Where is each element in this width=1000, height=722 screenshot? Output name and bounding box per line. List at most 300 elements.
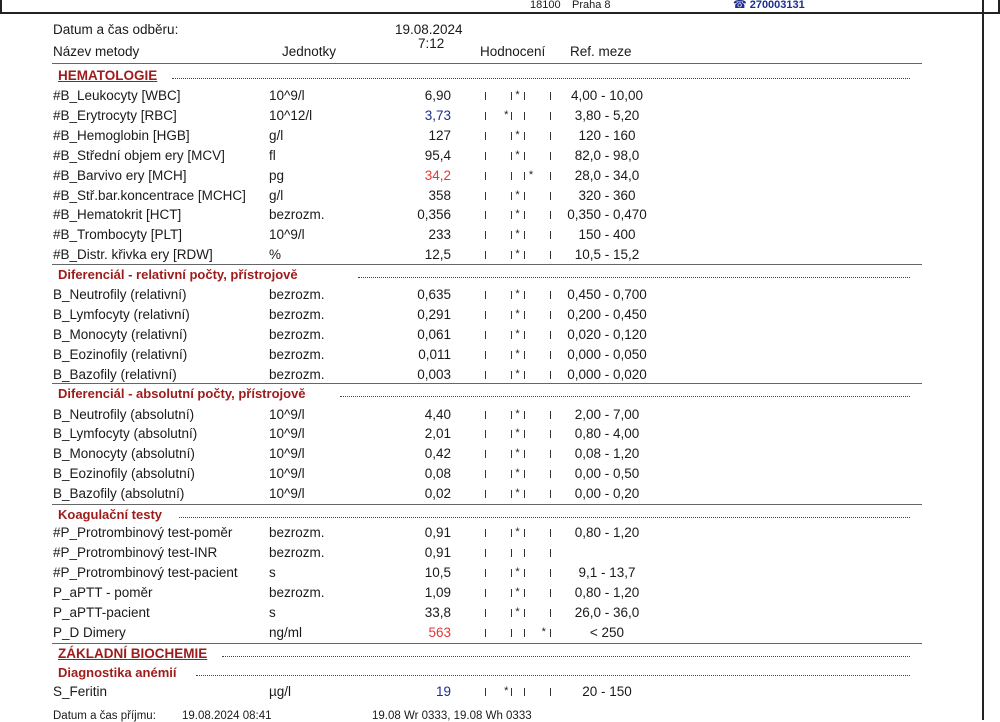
reference-range: 0,80 - 4,00 [574,426,640,441]
scale-tick [550,411,551,419]
scale-tick [485,231,486,239]
evaluation-scale [480,424,555,444]
scale-tick [511,490,512,498]
reference-range: 3,80 - 5,20 [574,108,640,123]
scale-tick [524,569,525,577]
test-name: #B_Barvivo ery [MCH] [53,168,187,183]
scale-tick [485,629,486,637]
test-name: #P_Protrombinový test-INR [53,545,218,560]
scale-tick [524,629,525,637]
scale-tick [485,251,486,259]
scale-tick [511,371,512,379]
scale-tick [485,172,486,180]
test-name: #B_Hemoglobin [HGB] [53,128,190,143]
section-dotted-leader [196,675,910,676]
header-phone-number: 270003131 [749,0,805,11]
test-name: B_Neutrofily (absolutní) [53,407,195,422]
test-unit: bezrozm. [269,207,325,222]
col-header-units: Jednotky [282,44,337,59]
scale-tick [550,569,551,577]
test-unit: bezrozm. [269,287,325,302]
evaluation-marker: * [541,626,546,638]
collection-time: 7:12 [418,36,445,51]
test-value: 0,635 [417,287,451,302]
table-row [0,365,1000,385]
test-value: 10,5 [424,565,451,580]
test-name: B_Monocyty (relativní) [53,327,188,342]
section-dotted-leader [179,517,910,518]
reference-range: 0,350 - 0,470 [567,207,647,222]
test-unit: bezrozm. [269,367,325,382]
reference-range: 0,00 - 0,50 [574,466,640,481]
evaluation-marker: * [515,487,520,499]
header-frame [0,0,1000,14]
scale-tick [524,172,525,180]
table-row [0,245,1000,265]
scale-tick [550,231,551,239]
test-value: 12,5 [424,247,451,262]
scale-tick [550,490,551,498]
scale-tick [524,112,525,120]
scale-tick [524,152,525,160]
scale-tick [511,152,512,160]
test-name: B_Bazofily (relativní) [53,367,177,382]
test-name: #B_Stř.bar.koncentrace [MCHC] [53,188,246,203]
scale-tick [550,470,551,478]
evaluation-scale [480,245,555,265]
test-unit: pg [269,168,285,183]
test-unit: bezrozm. [269,525,325,540]
test-value: 563 [428,625,451,640]
scale-tick [485,411,486,419]
section-title-dif-rel: Diferenciál - relativní počty, přístrojově [58,267,298,282]
evaluation-marker: * [515,408,520,420]
scale-tick [550,351,551,359]
table-row [0,603,1000,623]
scale-tick [524,609,525,617]
reference-range: 4,00 - 10,00 [570,88,644,103]
test-unit: g/l [269,188,284,203]
reference-range: 0,020 - 0,120 [567,327,647,342]
evaluation-scale [480,166,555,186]
scale-tick [550,291,551,299]
scale-tick [511,112,512,120]
reference-range: 10,5 - 15,2 [574,247,640,262]
scale-tick [485,331,486,339]
scale-tick [524,291,525,299]
scale-tick [511,569,512,577]
evaluation-marker: * [515,308,520,320]
section-dotted-leader [358,277,910,278]
scale-tick [524,430,525,438]
test-name: P_aPTT-pacient [53,605,150,620]
scale-tick [524,311,525,319]
reference-range: 0,80 - 1,20 [574,585,640,600]
test-unit: bezrozm. [269,585,325,600]
test-value: 3,73 [424,108,451,123]
test-value: 0,91 [424,525,451,540]
test-unit: bezrozm. [269,545,325,560]
test-name: #B_Trombocyty [PLT] [53,227,183,242]
scale-tick [485,92,486,100]
test-name: B_Eozinofily (absolutní) [53,466,195,481]
table-row [0,305,1000,325]
table-row [0,682,1000,702]
scale-tick [511,211,512,219]
scale-tick [485,450,486,458]
footer-received-value: 19.08.2024 08:41 [182,710,272,722]
col-header-ref: Ref. meze [570,44,632,59]
section-title-anemie: Diagnostika anémií [58,665,177,680]
evaluation-marker: * [515,328,520,340]
scale-tick [485,211,486,219]
reference-range: 0,450 - 0,700 [567,287,647,302]
evaluation-marker: * [515,149,520,161]
evaluation-scale [480,484,555,504]
test-value: 358 [428,188,451,203]
section-dotted-leader [222,656,910,657]
scale-tick [550,132,551,140]
scale-tick [511,291,512,299]
scale-tick [485,490,486,498]
header-phone [733,0,805,11]
scale-tick [524,411,525,419]
evaluation-scale [480,523,555,543]
evaluation-scale [480,603,555,623]
test-name: #B_Střední objem ery [MCV] [53,148,225,163]
scale-tick [550,589,551,597]
scale-tick [550,549,551,557]
table-row [0,86,1000,106]
test-unit: 10^9/l [269,407,305,422]
scale-tick [550,629,551,637]
test-name: #B_Distr. křivka ery [RDW] [53,247,213,262]
scale-tick [485,192,486,200]
evaluation-marker: * [504,109,509,121]
test-name: B_Eozinofily (relativní) [53,347,188,362]
test-unit: s [269,565,276,580]
reference-range: 20 - 150 [582,684,632,699]
test-value: 4,40 [424,407,451,422]
evaluation-marker: * [515,566,520,578]
evaluation-scale [480,543,555,563]
evaluation-scale [480,225,555,245]
scale-tick [524,132,525,140]
scale-tick [550,371,551,379]
evaluation-scale [480,365,555,385]
test-unit: % [269,247,282,262]
scale-tick [550,92,551,100]
test-name: #B_Hematokrit [HCT] [53,207,182,222]
scale-tick [511,351,512,359]
table-row [0,126,1000,146]
test-name: B_Monocyty (absolutní) [53,446,195,461]
reference-range: 26,0 - 36,0 [574,605,640,620]
test-value: 0,02 [424,486,451,501]
test-unit: s [269,605,276,620]
scale-tick [511,450,512,458]
table-row [0,444,1000,464]
reference-range: 0,00 - 0,20 [574,486,640,501]
evaluation-scale [480,563,555,583]
reference-range: 0,200 - 0,450 [567,307,647,322]
test-unit: g/l [269,128,284,143]
evaluation-marker: * [515,228,520,240]
table-row [0,186,1000,206]
evaluation-scale [480,464,555,484]
section-dotted-leader [172,78,910,79]
evaluation-marker: * [504,685,509,697]
evaluation-marker: * [515,288,520,300]
reference-range: 2,00 - 7,00 [574,407,640,422]
scale-tick [550,172,551,180]
evaluation-marker: * [515,526,520,538]
table-row [0,205,1000,225]
evaluation-scale [480,583,555,603]
test-value: 19 [435,684,451,699]
footer-received-label: Datum a čas příjmu: [53,710,156,722]
test-value: 6,90 [424,88,451,103]
scale-tick [485,529,486,537]
evaluation-scale [480,146,555,166]
evaluation-marker: * [515,606,520,618]
test-name: B_Lymfocyty (relativní) [53,307,190,322]
evaluation-marker: * [515,189,520,201]
reference-range: 120 - 160 [578,128,636,143]
scale-tick [511,192,512,200]
evaluation-scale [480,106,555,126]
test-unit: 10^9/l [269,227,305,242]
col-header-evaluation: Hodnocení [480,44,546,59]
scale-tick [524,371,525,379]
table-row [0,424,1000,444]
table-row [0,583,1000,603]
evaluation-marker: * [515,348,520,360]
scale-tick [524,688,525,696]
table-row [0,563,1000,583]
test-value: 2,01 [424,426,451,441]
test-value: 95,4 [424,148,451,163]
test-unit: 10^9/l [269,486,305,501]
scale-tick [550,192,551,200]
evaluation-marker: * [515,447,520,459]
scale-tick [485,688,486,696]
scale-tick [550,112,551,120]
test-value: 0,08 [424,466,451,481]
evaluation-scale [480,405,555,425]
section-title-hematologie: HEMATOLOGIE [58,68,158,83]
scale-tick [511,172,512,180]
test-value: 0,061 [417,327,451,342]
test-unit: 10^9/l [269,446,305,461]
section-rule [52,643,922,644]
test-unit: 10^9/l [269,426,305,441]
test-name: #P_Protrombinový test-pacient [53,565,238,580]
section-title-koag: Koagulační testy [58,507,163,522]
scale-tick [511,92,512,100]
scale-tick [511,411,512,419]
reference-range: 150 - 400 [578,227,636,242]
evaluation-marker: * [515,368,520,380]
test-name: B_Neutrofily (relativní) [53,287,187,302]
scale-tick [485,152,486,160]
test-value: 233 [428,227,451,242]
table-row [0,345,1000,365]
scale-tick [524,92,525,100]
table-row [0,166,1000,186]
scale-tick [511,470,512,478]
table-row [0,146,1000,166]
test-unit: 10^12/l [269,108,313,123]
phone-icon: ☎ [733,0,747,11]
scale-tick [485,549,486,557]
table-row [0,484,1000,504]
evaluation-marker: * [515,208,520,220]
evaluation-scale [480,86,555,106]
scale-tick [485,132,486,140]
reference-range: 0,80 - 1,20 [574,525,640,540]
scale-tick [485,430,486,438]
col-header-method: Název metody [53,44,140,59]
evaluation-scale [480,305,555,325]
scale-tick [485,371,486,379]
test-name: P_aPTT - poměr [53,585,153,600]
scale-tick [511,529,512,537]
scale-tick [550,529,551,537]
reference-range: < 250 [589,625,625,640]
test-value: 0,291 [417,307,451,322]
test-unit: fl [269,148,276,163]
scale-tick [524,211,525,219]
scale-tick [485,569,486,577]
test-unit: ng/ml [269,625,303,640]
header-city: Praha 8 [572,0,611,11]
scale-tick [550,688,551,696]
reference-range: 0,000 - 0,020 [567,367,647,382]
test-value: 0,91 [424,545,451,560]
test-value: 0,356 [417,207,451,222]
reference-range: 9,1 - 13,7 [578,565,636,580]
scale-tick [485,291,486,299]
test-value: 0,42 [424,446,451,461]
scale-tick [511,609,512,617]
table-row [0,523,1000,543]
test-name: #B_Erytrocyty [RBC] [53,108,177,123]
test-name: #P_Protrombinový test-poměr [53,525,233,540]
test-value: 34,2 [424,168,451,183]
evaluation-marker: * [515,129,520,141]
section-dotted-leader [340,396,910,397]
evaluation-scale [480,325,555,345]
test-name: #B_Leukocyty [WBC] [53,88,181,103]
scale-tick [550,311,551,319]
table-row [0,106,1000,126]
scale-tick [550,152,551,160]
scale-tick [550,430,551,438]
scale-tick [485,470,486,478]
test-value: 1,09 [424,585,451,600]
test-unit: 10^9/l [269,466,305,481]
reference-range: 0,000 - 0,050 [567,347,647,362]
evaluation-scale [480,285,555,305]
header-postal-code: 18100 [530,0,561,11]
scale-tick [511,231,512,239]
scale-tick [524,529,525,537]
scale-tick [511,331,512,339]
scale-tick [485,609,486,617]
test-unit: bezrozm. [269,347,325,362]
reference-range: 320 - 360 [578,188,636,203]
scale-tick [550,450,551,458]
test-value: 127 [428,128,451,143]
scale-tick [511,629,512,637]
footer-batch: 19.08 Wr 0333, 19.08 Wh 0333 [372,710,532,722]
test-name: B_Lymfocyty (absolutní) [53,426,198,441]
collection-date: 19.08.2024 [395,22,463,37]
test-unit: bezrozm. [269,307,325,322]
evaluation-marker: * [515,427,520,439]
test-value: 0,011 [418,347,451,362]
scale-tick [524,450,525,458]
section-title-dif-abs: Diferenciál - absolutní počty, přístrojově [58,386,306,401]
table-row [0,623,1000,643]
scale-tick [524,331,525,339]
table-row [0,325,1000,345]
scale-tick [524,251,525,259]
scale-tick [550,211,551,219]
scale-tick [511,589,512,597]
scale-tick [511,251,512,259]
section-title-biochemie: ZÁKLADNÍ BIOCHEMIE [58,646,208,661]
test-unit: bezrozm. [269,327,325,342]
scale-tick [524,470,525,478]
evaluation-marker: * [515,89,520,101]
scale-tick [524,549,525,557]
scale-tick [485,112,486,120]
table-row [0,405,1000,425]
reference-range: 0,08 - 1,20 [574,446,640,461]
scale-tick [550,331,551,339]
scale-tick [524,231,525,239]
evaluation-scale [480,444,555,464]
table-row [0,225,1000,245]
evaluation-scale [480,186,555,206]
collection-label: Datum a čas odběru: [53,22,179,37]
test-value: 0,003 [417,367,451,382]
table-row [0,543,1000,563]
evaluation-marker: * [515,586,520,598]
scale-tick [524,351,525,359]
scale-tick [511,311,512,319]
scale-tick [511,132,512,140]
scale-tick [485,351,486,359]
reference-range: 28,0 - 34,0 [574,168,640,183]
evaluation-marker: * [515,467,520,479]
table-row [0,285,1000,305]
reference-range: 82,0 - 98,0 [574,148,640,163]
test-name: S_Feritin [53,684,108,699]
evaluation-scale [480,682,555,702]
scale-tick [511,549,512,557]
scale-tick [524,490,525,498]
scale-tick [511,688,512,696]
test-name: P_D Dimery [53,625,126,640]
evaluation-marker: * [515,248,520,260]
evaluation-marker: * [528,169,534,181]
evaluation-scale [480,126,555,146]
header-rule [52,63,922,64]
evaluation-scale [480,345,555,365]
